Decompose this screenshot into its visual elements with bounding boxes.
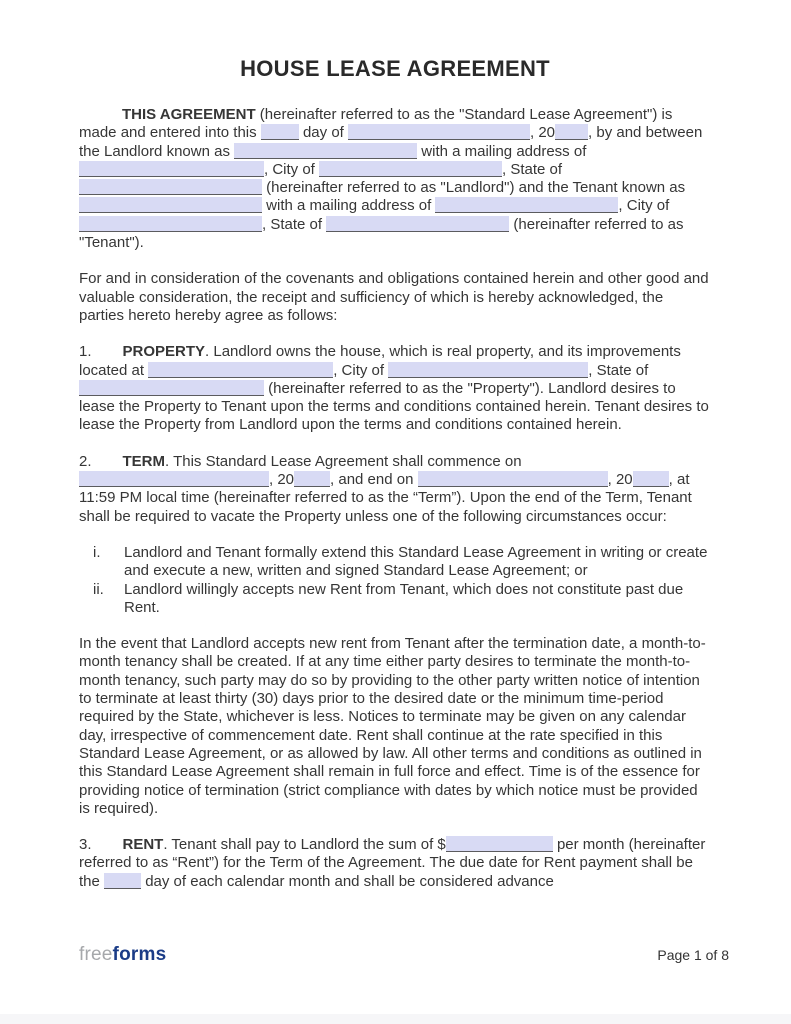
text-run: , City of	[333, 361, 389, 379]
text-run: (hereinafter referred to as "Tenant").	[79, 215, 684, 252]
blank-field-agreement-month[interactable]	[348, 124, 530, 140]
opening-clause	[79, 106, 711, 252]
text-run: , State of	[262, 215, 327, 233]
bold-text-run: THIS AGREEMENT	[122, 106, 256, 123]
bold-text-run: PROPERTY	[122, 343, 206, 361]
list-item	[79, 544, 711, 581]
blank-field-property-city[interactable]	[388, 362, 588, 378]
consideration-clause	[79, 270, 711, 325]
blank-field-landlord-name[interactable]	[234, 143, 417, 159]
list-item-text	[124, 544, 711, 581]
page-title: HOUSE LEASE AGREEMENT	[240, 56, 550, 81]
text-run: In the event that Landlord accepts new rent from Tenant after the termination date, a month-to-month tenancy shall be created. If at any time either party desires to terminate the month-to-month tenancy, such party may do so by providing to the other party written notice of intention to terminate at least thirty (30) days prior to the desired date or the minimum time-period required by the State, whichever is less. Notices to terminate may be given on any calendar day, irrespective of commencement date. Rent shall continue at the rate specified in this Standard Lease Agreement, or as allowed by law. All other terms and conditions as outlined in this Standard Lease Agreement shall remain in full force and effect. Time is of the essence for providing notice of termination (strict compliance with dates by which notice must be provided is required).	[79, 635, 706, 817]
text-run: per month (hereinafter referred to as “Rent”) for the Term of the Agreement. The due date for Rent payment shall be the	[79, 836, 706, 890]
tab-space	[79, 118, 122, 119]
document-body	[79, 106, 711, 891]
blank-field-agreement-year[interactable]	[555, 124, 588, 140]
text-run: For and in consideration of the covenants and obligations contained herein and other good and valuable consideration, the receipt and sufficiency of which is hereby acknowledged, the parties hereto hereby agree as follows:	[79, 270, 709, 324]
blank-field-rent-amount[interactable]	[446, 836, 553, 852]
text-run: (hereinafter referred to as "Landlord") and the Tenant known as	[262, 179, 686, 197]
text-run: , State of	[588, 361, 649, 379]
text-run: 2.	[79, 452, 92, 470]
blank-field-landlord-city[interactable]	[319, 161, 502, 177]
page-bottom-edge	[0, 1014, 791, 1024]
text-run: , City of	[264, 160, 320, 178]
text-run: with a mailing address of	[262, 197, 436, 215]
text-run: day of each calendar month and shall be considered advance	[141, 872, 554, 890]
list-item-text	[124, 581, 711, 618]
text-run: (hereinafter referred to as the "Standard Lease Agreement") is made and entered into this	[79, 106, 673, 142]
text-run: Landlord and Tenant formally extend this Standard Lease Agreement in writing or create and execute a new, written and signed Standard Lease Agreement; or	[124, 543, 708, 580]
text-run: 3.	[79, 836, 92, 854]
blank-field-term-end-date[interactable]	[418, 471, 608, 487]
text-run: , State of	[502, 160, 563, 178]
blank-field-agreement-day[interactable]	[261, 124, 299, 140]
section-1-property	[79, 343, 711, 434]
text-run: , at 11:59 PM local time (hereinafter referred to as the “Term”). Upon the end of the Term, Tenant shall be required to vacate the Property unless one of the following circumstances occur:	[79, 471, 692, 525]
text-run: . Tenant shall pay to Landlord the sum of $	[163, 836, 446, 854]
blank-field-property-address[interactable]	[148, 362, 333, 378]
text-run: . This Standard Lease Agreement shall commence on	[165, 452, 522, 470]
logo-text-free: free	[79, 944, 113, 965]
blank-field-tenant-mailing-address[interactable]	[435, 197, 618, 213]
text-run: , and end on	[330, 471, 418, 489]
blank-field-landlord-mailing-address[interactable]	[79, 161, 264, 177]
blank-field-term-start-year[interactable]	[294, 471, 330, 487]
section-2-term	[79, 453, 711, 526]
page-footer	[79, 944, 729, 966]
text-run: , City of	[618, 197, 670, 215]
month-to-month-clause	[79, 635, 711, 818]
text-run: with a mailing address of	[417, 142, 587, 160]
list-marker: i.	[93, 543, 101, 561]
blank-field-rent-due-day[interactable]	[104, 873, 141, 889]
freeforms-logo	[79, 944, 166, 966]
blank-field-landlord-state[interactable]	[79, 179, 262, 195]
text-run: Landlord willingly accepts new Rent from Tenant, which does not constitute past due Rent.	[124, 580, 684, 616]
blank-field-term-start-date[interactable]	[79, 471, 269, 487]
page-number: Page 1 of 8	[657, 947, 729, 963]
text-run: , 20	[269, 471, 295, 489]
text-run: 1.	[79, 343, 92, 361]
section-3-rent	[79, 836, 711, 891]
blank-field-tenant-name[interactable]	[79, 197, 262, 213]
logo-text-forms: forms	[112, 944, 167, 965]
bold-text-run: TERM	[122, 452, 166, 470]
text-run: (hereinafter referred to as the "Property"). Landlord desires to lease the Property to Tenant upon the terms and conditions contained herein. Tenant desires to lease the Property from Landlord upon the terms and conditions contained herein.	[79, 379, 709, 434]
text-run: , 20	[607, 471, 633, 489]
list-item	[79, 581, 711, 618]
text-run: . Landlord owns the house, which is real property, and its improvements located at	[79, 343, 681, 379]
text-run: , by and between the Landlord known as	[79, 124, 703, 160]
blank-field-tenant-city[interactable]	[79, 216, 262, 232]
bold-text-run: RENT	[122, 836, 164, 854]
text-run: , 20	[530, 124, 556, 142]
blank-field-term-end-year[interactable]	[633, 471, 669, 487]
tab-space	[92, 848, 123, 849]
blank-field-property-state[interactable]	[79, 380, 264, 396]
tab-space	[92, 465, 123, 466]
list-marker: ii.	[93, 580, 104, 598]
term-circumstances-list	[79, 544, 711, 617]
text-run: day of	[298, 124, 348, 142]
tab-space	[92, 355, 123, 356]
blank-field-tenant-state[interactable]	[326, 216, 509, 232]
